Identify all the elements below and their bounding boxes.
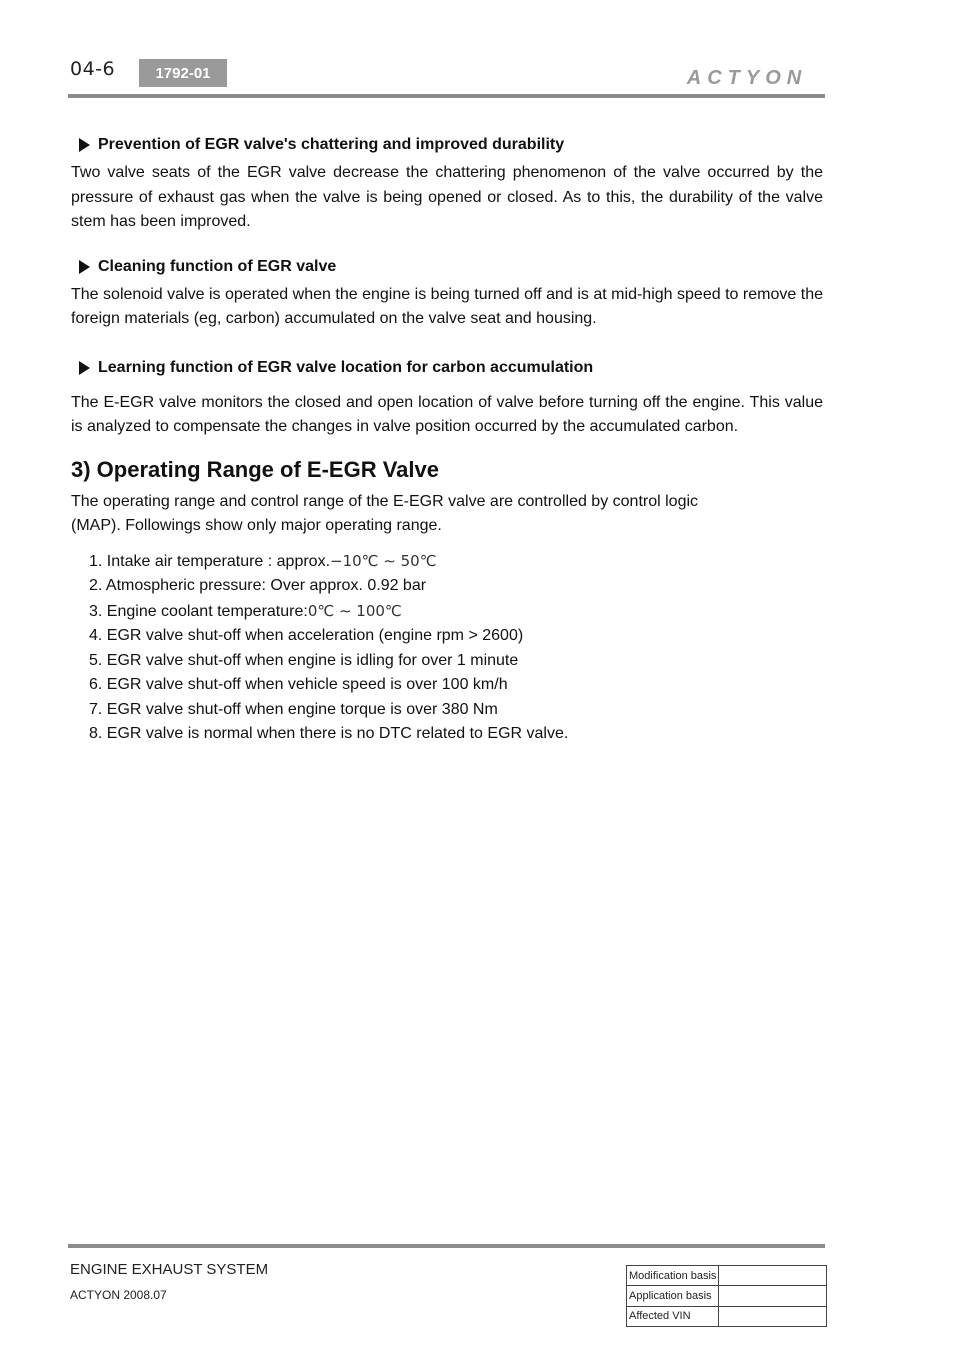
header-rule [68,94,825,98]
page-content [71,130,823,747]
list-item [89,698,823,723]
footer-rule [68,1244,825,1248]
triangle-bullet-icon [79,260,90,274]
table-value [719,1266,827,1286]
list-item-text: 5. EGR valve shut-off when engine is idling for over 1 minute [89,651,519,669]
list-item-text: 1. Intake air temperature : approx. [89,552,331,570]
revision-table [626,1265,827,1327]
table-label: Affected VIN [627,1306,719,1326]
section-heading [79,257,823,277]
page-number: 04-6 [70,58,116,80]
list-item [89,624,823,649]
footer-date: ACTYON 2008.07 [70,1288,167,1302]
table-value [719,1306,827,1326]
section-paragraph: Two valve seats of the EGR valve decrease the chattering phenomenon of the valve occurred by the pressure of exhaust gas when the valve is being opened or closed. As to this, the durability of the valve stem has been improved. [71,164,823,230]
section-heading-text: Prevention of EGR valve's chattering and improved durability [98,136,565,153]
table-label: Modification basis [627,1266,719,1286]
section-heading-text: Learning function of EGR valve location for carbon accumulation [98,358,594,376]
section-heading [79,135,823,155]
intro-line-2: (MAP). Followings show only major operating range. [71,517,442,534]
table-row [627,1286,827,1306]
triangle-bullet-icon [79,361,90,375]
table-row [627,1306,827,1326]
list-item [89,599,823,625]
list-item-text: 8. EGR valve is normal when there is no DTC related to EGR valve. [89,725,569,742]
triangle-bullet-icon [79,138,90,152]
intro-line-1: The operating range and control range of the E-EGR valve are controlled by control logic [71,492,699,510]
temperature-range: 0℃ ∼ 100℃ [307,601,402,620]
list-item-text: 6. EGR valve shut-off when vehicle speed is over 100 km/h [89,676,508,693]
section-paragraph: The solenoid valve is operated when the engine is being turned off and is at mid-high speed to remove the foreign materials (eg, carbon) accumulated on the valve seat and housing. [71,285,823,327]
list-item-text: 7. EGR valve shut-off when engine torque is over 380 Nm [89,700,498,718]
operating-range-list [71,549,823,747]
list-item [89,549,823,575]
operating-range-intro [71,490,823,539]
list-item-text: 4. EGR valve shut-off when acceleration (engine rpm > 2600) [89,627,524,644]
temperature-range: −10℃ ∼ 50℃ [330,551,437,570]
brand-logo [668,66,826,88]
list-item [89,649,823,674]
table-value [719,1286,827,1306]
operating-range-heading: 3) Operating Range of E-EGR Valve [71,456,439,482]
table-label: Application basis [627,1286,719,1306]
section-paragraph: The E-EGR valve monitors the closed and open location of valve before turning off the engine. This value is analyzed to compensate the changes in valve position occurred by the accumulated carbon. [71,393,823,435]
section-heading [79,358,823,378]
table-row [627,1266,827,1286]
list-item [89,574,823,599]
list-item [89,722,823,747]
list-item-text: 3. Engine coolant temperature: [89,602,308,620]
brand-logo-text: ACTYON [686,67,808,88]
list-item-text: 2. Atmospheric pressure: Over approx. 0.92 bar [89,577,427,594]
list-item [89,673,823,698]
section-heading-text: Cleaning function of EGR valve [98,257,337,275]
footer-title: ENGINE EXHAUST SYSTEM [70,1261,269,1278]
section-code-badge: 1792-01 [139,59,227,87]
